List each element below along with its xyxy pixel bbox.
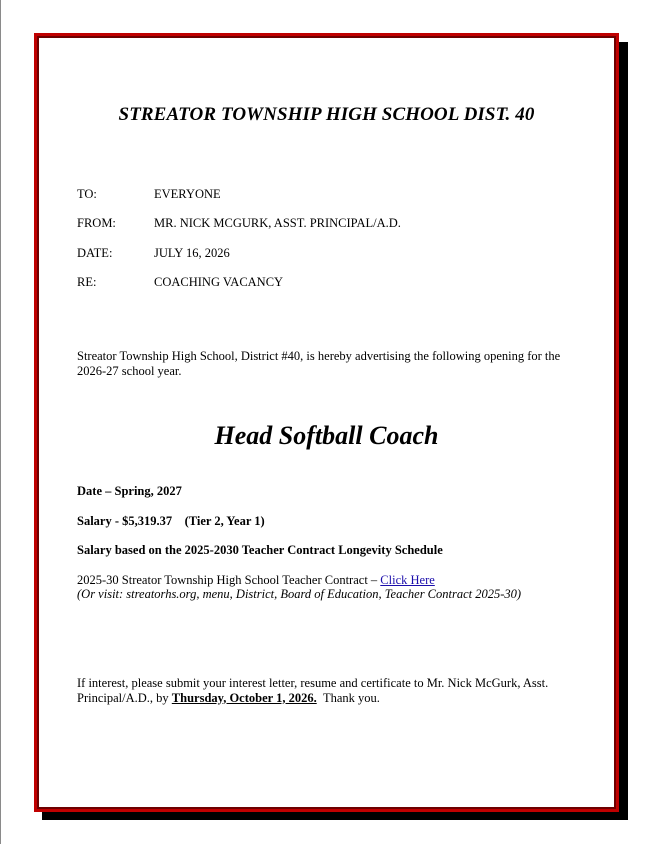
closing-thanks: Thank you. [322, 690, 380, 705]
memo-re-value: COACHING VACANCY [154, 275, 284, 289]
closing-prefix: Principal/A.D., by [77, 690, 172, 705]
contract-text: 2025-30 Streator Township High School Teacher Contract – [77, 573, 381, 587]
memo-to-label: TO: [77, 187, 97, 201]
position-title: Head Softball Coach [214, 421, 439, 450]
memo-from-row [77, 216, 401, 231]
contract-line [77, 573, 435, 588]
school-title: STREATOR TOWNSHIP HIGH SCHOOL DIST. 40 [118, 104, 535, 125]
closing-paragraph [77, 676, 587, 705]
contract-link[interactable]: Click Here [380, 573, 435, 587]
document-frame [34, 33, 619, 812]
memo-re-row [77, 275, 283, 290]
salary-basis-line: Salary based on the 2025-2030 Teacher Contract Longevity Schedule [77, 543, 443, 557]
memo-date-label: DATE: [77, 246, 113, 260]
page-edge-rule [0, 0, 1, 844]
memo-date-row [77, 246, 230, 261]
intro-paragraph [77, 349, 587, 378]
closing-line-1: If interest, please submit your interest letter, resume and certificate to Mr. Nick McGurk, Asst. [77, 676, 549, 690]
document-page [39, 38, 614, 807]
intro-line-1: Streator Township High School, District #40, is hereby advertising the following opening for the [77, 349, 561, 363]
memo-from-label: FROM: [77, 216, 116, 230]
document-frame-inner [37, 36, 616, 809]
salary-line: Salary - $5,319.37 (Tier 2, Year 1) [77, 514, 265, 528]
memo-to-row [77, 187, 221, 202]
deadline-date: Thursday, October 1, 2026. [171, 690, 317, 705]
visit-note: (Or visit: streatorhs.org, menu, District, Board of Education, Teacher Contract 2025-30) [77, 587, 522, 601]
memo-re-label: RE: [77, 275, 97, 289]
memo-date-value: JULY 16, 2026 [154, 246, 230, 260]
memo-to-value: EVERYONE [154, 187, 221, 201]
closing-line-2 [77, 691, 587, 706]
memo-from-value: MR. NICK MCGURK, ASST. PRINCIPAL/A.D. [154, 216, 401, 230]
season-date-line: Date – Spring, 2027 [77, 484, 182, 498]
intro-line-2: 2026-27 school year. [77, 363, 182, 378]
